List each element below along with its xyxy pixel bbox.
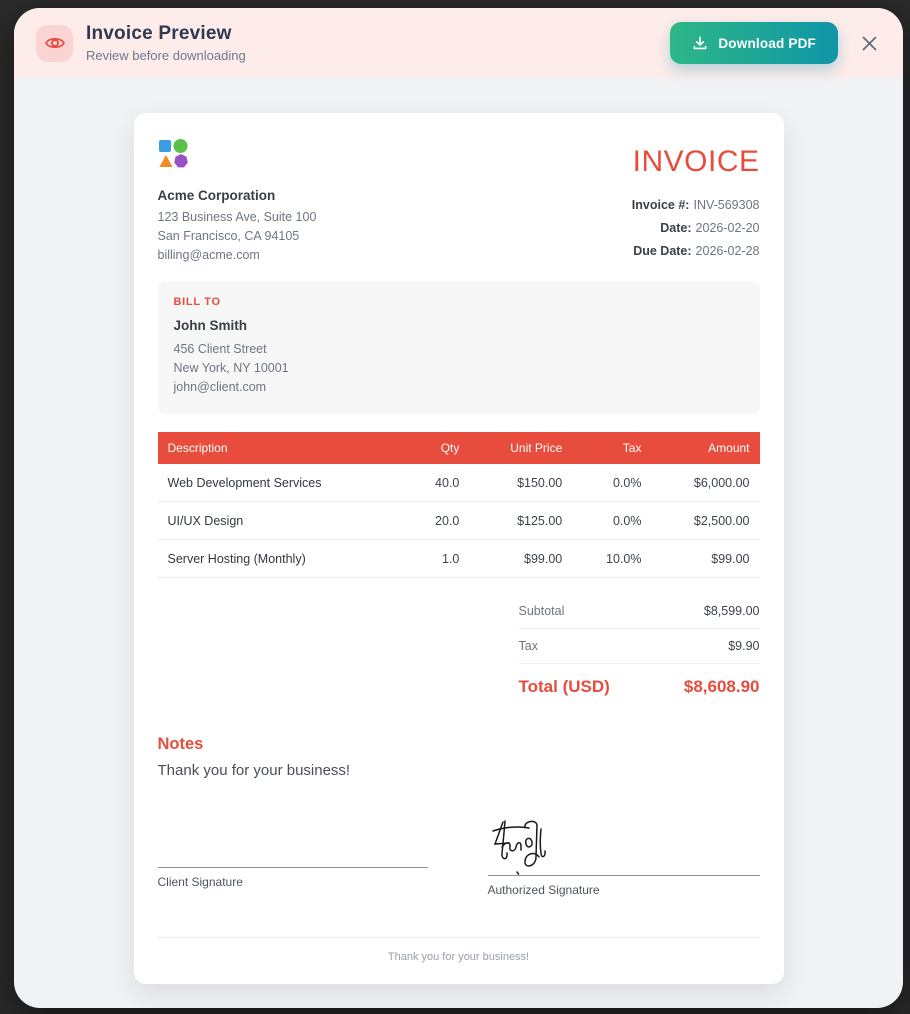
company-address-2: San Francisco, CA 94105 xyxy=(157,229,300,243)
total-row xyxy=(519,664,760,707)
invoice-date-label: Date: xyxy=(660,221,692,235)
tax-value: $9.90 xyxy=(728,639,760,653)
bill-to-line: john@client.com xyxy=(173,380,267,394)
line-items-table xyxy=(158,432,760,578)
invoice-due-date-label: Due Date: xyxy=(633,244,692,258)
table-header xyxy=(158,432,760,464)
col-tax: Tax xyxy=(572,432,651,464)
company-block xyxy=(158,137,317,265)
invoice-number-value: INV-569308 xyxy=(693,198,760,212)
cell-description: Server Hosting (Monthly) xyxy=(158,540,407,578)
header-titles xyxy=(86,23,246,63)
client-signature-block xyxy=(158,867,428,889)
total-label: Total (USD) xyxy=(518,677,610,696)
download-icon xyxy=(692,35,708,51)
cell-unit-price: $125.00 xyxy=(469,502,572,540)
company-name: Acme Corporation xyxy=(157,188,276,203)
table-row xyxy=(158,464,760,502)
cell-unit-price: $150.00 xyxy=(469,464,572,502)
authorized-signature-block xyxy=(488,817,760,897)
bill-to-heading: BILL TO xyxy=(173,296,221,308)
invoice-due-date-row xyxy=(632,240,760,263)
tax-row xyxy=(519,629,760,664)
cell-description: Web Development Services xyxy=(158,464,407,502)
notes-text: Thank you for your business! xyxy=(157,762,351,779)
invoice-footer: Thank you for your business! xyxy=(158,937,760,984)
bill-to-line: 456 Client Street xyxy=(173,342,267,356)
company-email: billing@acme.com xyxy=(157,248,260,262)
bill-to-line: New York, NY 10001 xyxy=(173,361,289,375)
cell-amount: $99.00 xyxy=(651,540,759,578)
modal-title: Invoice Preview xyxy=(86,23,232,44)
col-amount: Amount xyxy=(651,432,759,464)
cell-qty: 1.0 xyxy=(406,540,469,578)
invoice-top-row xyxy=(158,137,760,265)
totals-section xyxy=(158,594,760,707)
cell-tax: 0.0% xyxy=(572,502,651,540)
table-row xyxy=(158,540,760,578)
table-row xyxy=(158,502,760,540)
download-pdf-button[interactable] xyxy=(670,22,838,64)
tax-label: Tax xyxy=(518,639,538,653)
cell-amount: $6,000.00 xyxy=(651,464,759,502)
col-description: Description xyxy=(158,432,407,464)
cell-unit-price: $99.00 xyxy=(469,540,572,578)
cell-tax: 10.0% xyxy=(572,540,651,578)
cell-qty: 40.0 xyxy=(406,464,469,502)
modal-header xyxy=(14,8,903,78)
notes-heading: Notes xyxy=(157,735,204,753)
subtotal-value: $8,599.00 xyxy=(703,604,760,618)
signatures-section xyxy=(158,817,760,897)
invoice-meta xyxy=(632,137,760,265)
subtotal-row xyxy=(519,594,760,629)
close-icon xyxy=(860,34,879,53)
client-signature-label: Client Signature xyxy=(157,875,243,889)
invoice-due-date-value: 2026-02-28 xyxy=(695,244,760,258)
bill-to-section xyxy=(158,281,760,414)
modal-subtitle: Review before downloading xyxy=(86,48,246,63)
subtotal-label: Subtotal xyxy=(518,604,565,618)
cell-qty: 20.0 xyxy=(406,502,469,540)
col-unit-price: Unit Price xyxy=(469,432,572,464)
company-logo-icon xyxy=(158,137,190,169)
invoice-date-value: 2026-02-20 xyxy=(695,221,760,235)
client-signature-line xyxy=(158,867,428,868)
cell-tax: 0.0% xyxy=(572,464,651,502)
invoice-document xyxy=(134,113,784,984)
download-pdf-label: Download PDF xyxy=(718,35,816,51)
notes-section xyxy=(158,735,760,779)
eye-icon xyxy=(36,25,73,62)
invoice-number-row xyxy=(632,194,760,217)
authorized-signature-line xyxy=(488,875,760,876)
company-address-1: 123 Business Ave, Suite 100 xyxy=(157,210,317,224)
invoice-title: INVOICE xyxy=(632,145,760,178)
invoice-preview-modal xyxy=(14,8,903,1008)
cell-amount: $2,500.00 xyxy=(651,502,759,540)
cell-description: UI/UX Design xyxy=(158,502,407,540)
bill-to-name: John Smith xyxy=(173,318,247,333)
col-qty: Qty xyxy=(406,432,469,464)
invoice-date-row xyxy=(632,217,760,240)
total-value: $8,608.90 xyxy=(683,677,760,696)
signature-scribble-icon xyxy=(488,817,550,877)
close-button[interactable] xyxy=(856,30,883,57)
authorized-signature-label: Authorized Signature xyxy=(487,883,600,897)
invoice-number-label: Invoice #: xyxy=(631,198,690,212)
